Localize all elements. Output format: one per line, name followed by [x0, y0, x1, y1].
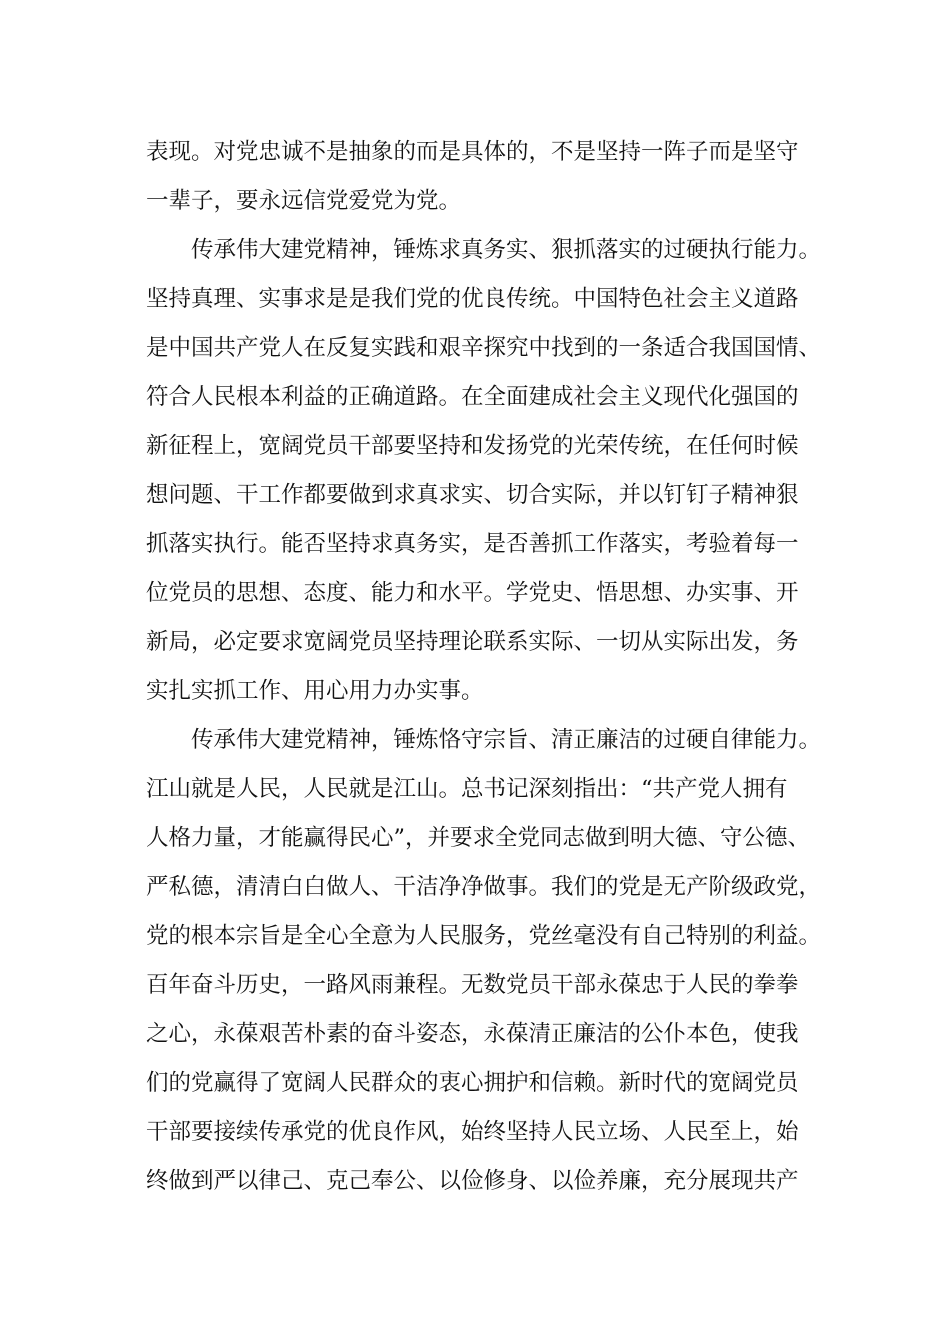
text-line: 严私德，清清白白做人、干洁净净做事。我们的党是无产阶级政党，	[146, 874, 822, 900]
text-line: 表现。对党忠诚不是抽象的而是具体的，不是坚持一阵子而是坚守	[146, 139, 799, 165]
text-line: 新征程上，宽阔党员干部要坚持和发扬党的光荣传统，在任何时候	[146, 433, 799, 459]
text-line: 新局，必定要求宽阔党员坚持理论联系实际、一切从实际出发，务	[146, 629, 799, 655]
text-line: 一辈子，要永远信党爱党为党。	[146, 188, 462, 214]
text-line: 百年奋斗历史，一路风雨兼程。无数党员干部永葆忠于人民的拳拳	[146, 972, 799, 998]
text-line: 传承伟大建党精神，锤炼求真务实、狠抓落实的过硬执行能力。	[191, 237, 822, 263]
text-line: 实扎实抓工作、用心用力办实事。	[146, 678, 484, 704]
text-line: 想问题、干工作都要做到求真求实、切合实际，并以钉钉子精神狠	[146, 482, 799, 508]
text-line: 抓落实执行。能否坚持求真务实，是否善抓工作落实，考验着每一	[146, 531, 799, 557]
document-body	[146, 128, 836, 1206]
text-line: 位党员的思想、态度、能力和水平。学党史、悟思想、办实事、开	[146, 580, 799, 606]
text-line: 坚持真理、实事求是是我们党的优良传统。中国特色社会主义道路	[146, 286, 799, 312]
text-line: 党的根本宗旨是全心全意为人民服务，党丝毫没有自己特别的利益。	[146, 923, 822, 949]
text-line: 传承伟大建党精神，锤炼恪守宗旨、清正廉洁的过硬自律能力。	[191, 727, 822, 753]
text-line: 符合人民根本利益的正确道路。在全面建成社会主义现代化强国的	[146, 384, 799, 410]
text-line: 终做到严以律己、克己奉公、以俭修身、以俭养廉，充分展现共产	[146, 1168, 799, 1194]
text-line: 们的党赢得了宽阔人民群众的衷心拥护和信赖。新时代的宽阔党员	[146, 1070, 799, 1096]
text-line: 是中国共产党人在反复实践和艰辛探究中找到的一条适合我国国情、	[146, 335, 822, 361]
text-line: 之心，永葆艰苦朴素的奋斗姿态，永葆清正廉洁的公仆本色，使我	[146, 1021, 799, 1047]
text-line: 人格力量，才能赢得民心”，并要求全党同志做到明大德、守公德、	[146, 825, 811, 851]
text-line: 江山就是人民，人民就是江山。总书记深刻指出：“共产党人拥有	[146, 776, 788, 802]
text-line: 干部要接续传承党的优良作风，始终坚持人民立场、人民至上，始	[146, 1119, 799, 1145]
